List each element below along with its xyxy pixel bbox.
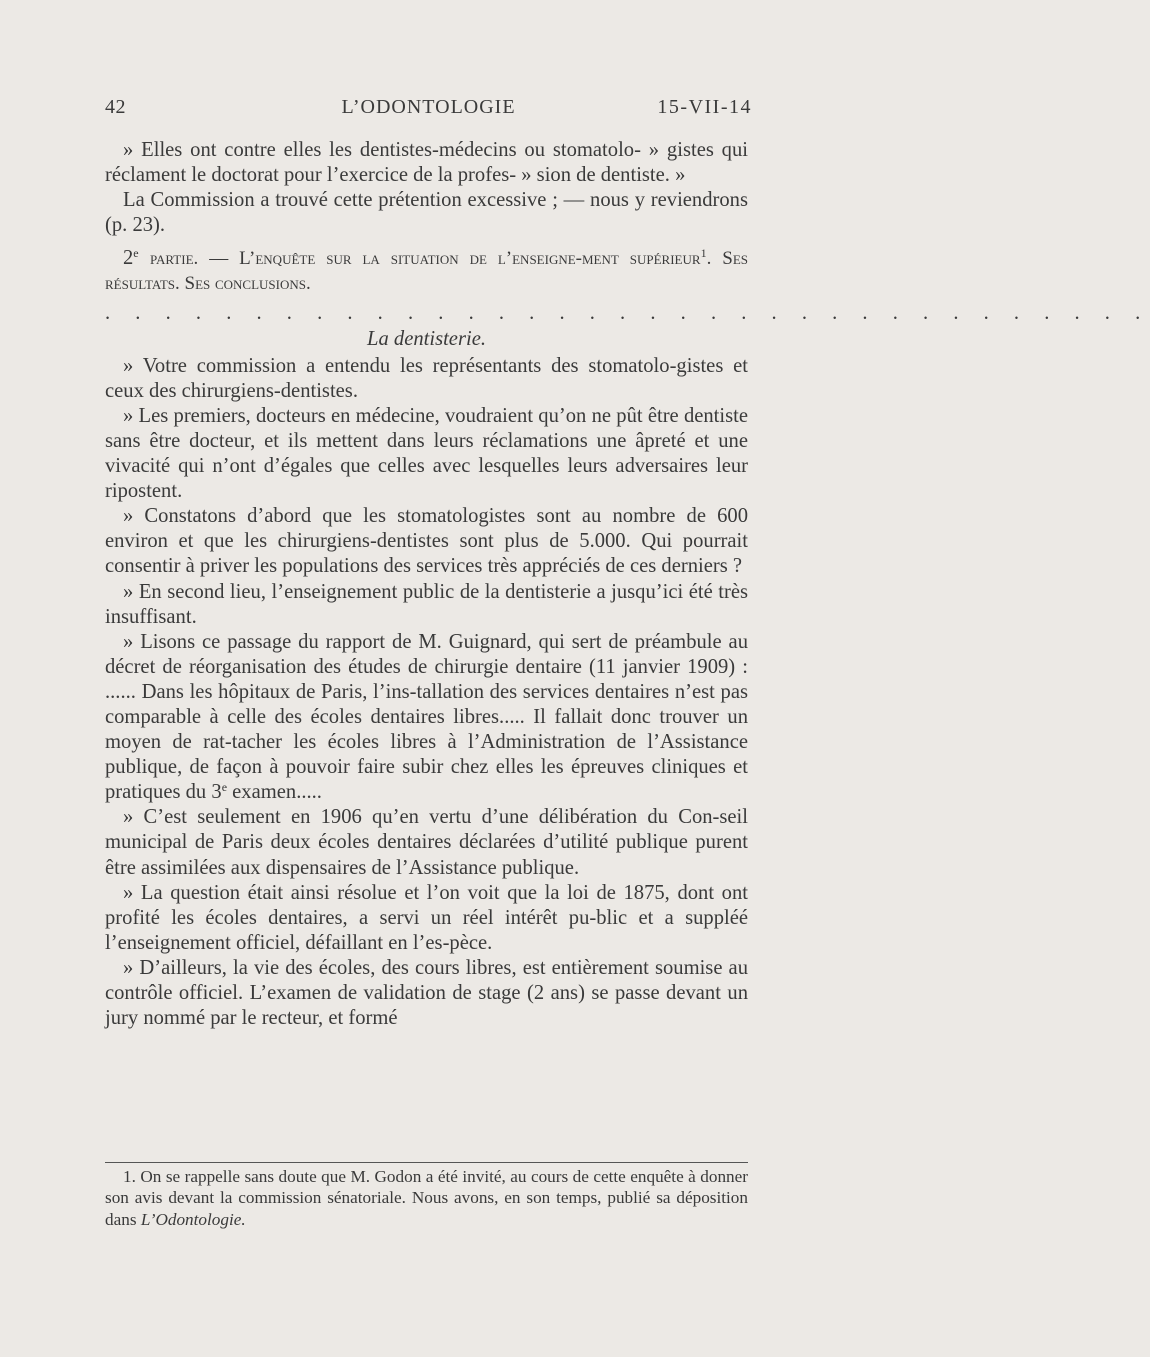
ordinal-suffix: e: [221, 780, 228, 795]
paragraph: » Les premiers, docteurs en médecine, voudraient qu’on ne pût être dentiste sans être docteur, et ils mettent dans leurs réclamations une âpreté et une vivacité qui n’ont d’égales que celles avec lesquelles leurs adversaires leur ripostent.: [105, 404, 748, 503]
paragraph-text: examen.....: [227, 781, 322, 804]
paragraph: » Constatons d’abord que les stomatologistes sont au nombre de 600 environ et que les chirurgiens-dentistes sont plus de 5.000. Qui pourrait consentir à priver les populations des services très appréciés de ces derniers ?: [105, 505, 748, 578]
part-number: 2: [123, 247, 134, 270]
paragraph: » D’ailleurs, la vie des écoles, des cours libres, est entièrement soumise au contrôle officiel. L’examen de validation de stage (2 ans) se passe devant un jury nommé par le recteur, et formé: [105, 956, 748, 1030]
part-title-conclusions: . Ses résultats. Ses conclusions.: [105, 248, 748, 295]
running-title: L’ODONTOLOGIE: [341, 96, 516, 118]
section-heading: La dentisterie.: [367, 327, 486, 350]
paragraph: [105, 630, 748, 806]
footnote-rule: [105, 1162, 748, 1163]
paragraph: » La question était ainsi résolue et l’on voit que la loi de 1875, dont ont profité les écoles dentaires, a servi un réel intérêt pu-blic et a suppléé l’enseignement officiel, défaillant en l’es-pèce.: [105, 881, 748, 954]
footnote-text: 1. On se rappelle sans doute que M. Godon a été invité, au cours de cette enquête à donner son avis devant la commission sénatoriale. Nous avons, en son temps, publié sa déposition dans: [105, 1167, 748, 1229]
footnote: [105, 1166, 748, 1230]
page-number: 42: [105, 96, 126, 118]
part-number-suffix: e: [133, 246, 139, 261]
part-title: [105, 246, 748, 296]
issue-date: 15-VII-14: [657, 96, 752, 118]
body-text: [105, 138, 1150, 1031]
part-title-text: partie. — L’enquête sur la situation de l’enseigne-ment supérieur: [149, 248, 701, 270]
paragraph: » Elles ont contre elles les dentistes-médecins ou stomatolo- » gistes qui réclament le doctorat pour l’exercice de la profes- » sion de dentiste. »: [105, 139, 748, 187]
page-header: [105, 96, 752, 126]
paragraph: La Commission a trouvé cette prétention excessive ; — nous y reviendrons (p. 23).: [105, 189, 748, 237]
paragraph: » En second lieu, l’enseignement public de la dentisterie a jusqu’ici été très insuffisant.: [105, 580, 748, 628]
paragraph-text: » Lisons ce passage du rapport de M. Guignard, qui sert de préambule au décret de réorganisation des études de chirurgie dentaire (11 janvier 1909) : ...... Dans les hôpitaux de Paris, l’ins-tallation des services dentaires n’est pas comparable à celle des écoles dentaires libres..... Il fallait donc trouver un moyen de rat-tacher les écoles libres à l’Administration de l’Assistance publique, de façon à pouvoir faire subir chez elles les épreuves cliniques et pratiques du 3: [105, 630, 748, 804]
ellipsis-divider: . . . . . . . . . . . . . . . . . . . . . . . . . . . . . . . . . . .: [105, 301, 1150, 324]
paragraph: » Votre commission a entendu les représentants des stomatolo-gistes et ceux des chirurgiens-dentistes.: [105, 354, 748, 402]
paragraph: » C’est seulement en 1906 qu’en vertu d’une délibération du Con-seil municipal de Paris deux écoles dentaires déclarées d’utilité publique purent être assimilées aux dispensaires de l’Assistance publique.: [105, 806, 748, 879]
footnote-journal: L’Odontologie.: [140, 1209, 246, 1229]
footnote-reference: 1: [700, 246, 707, 261]
